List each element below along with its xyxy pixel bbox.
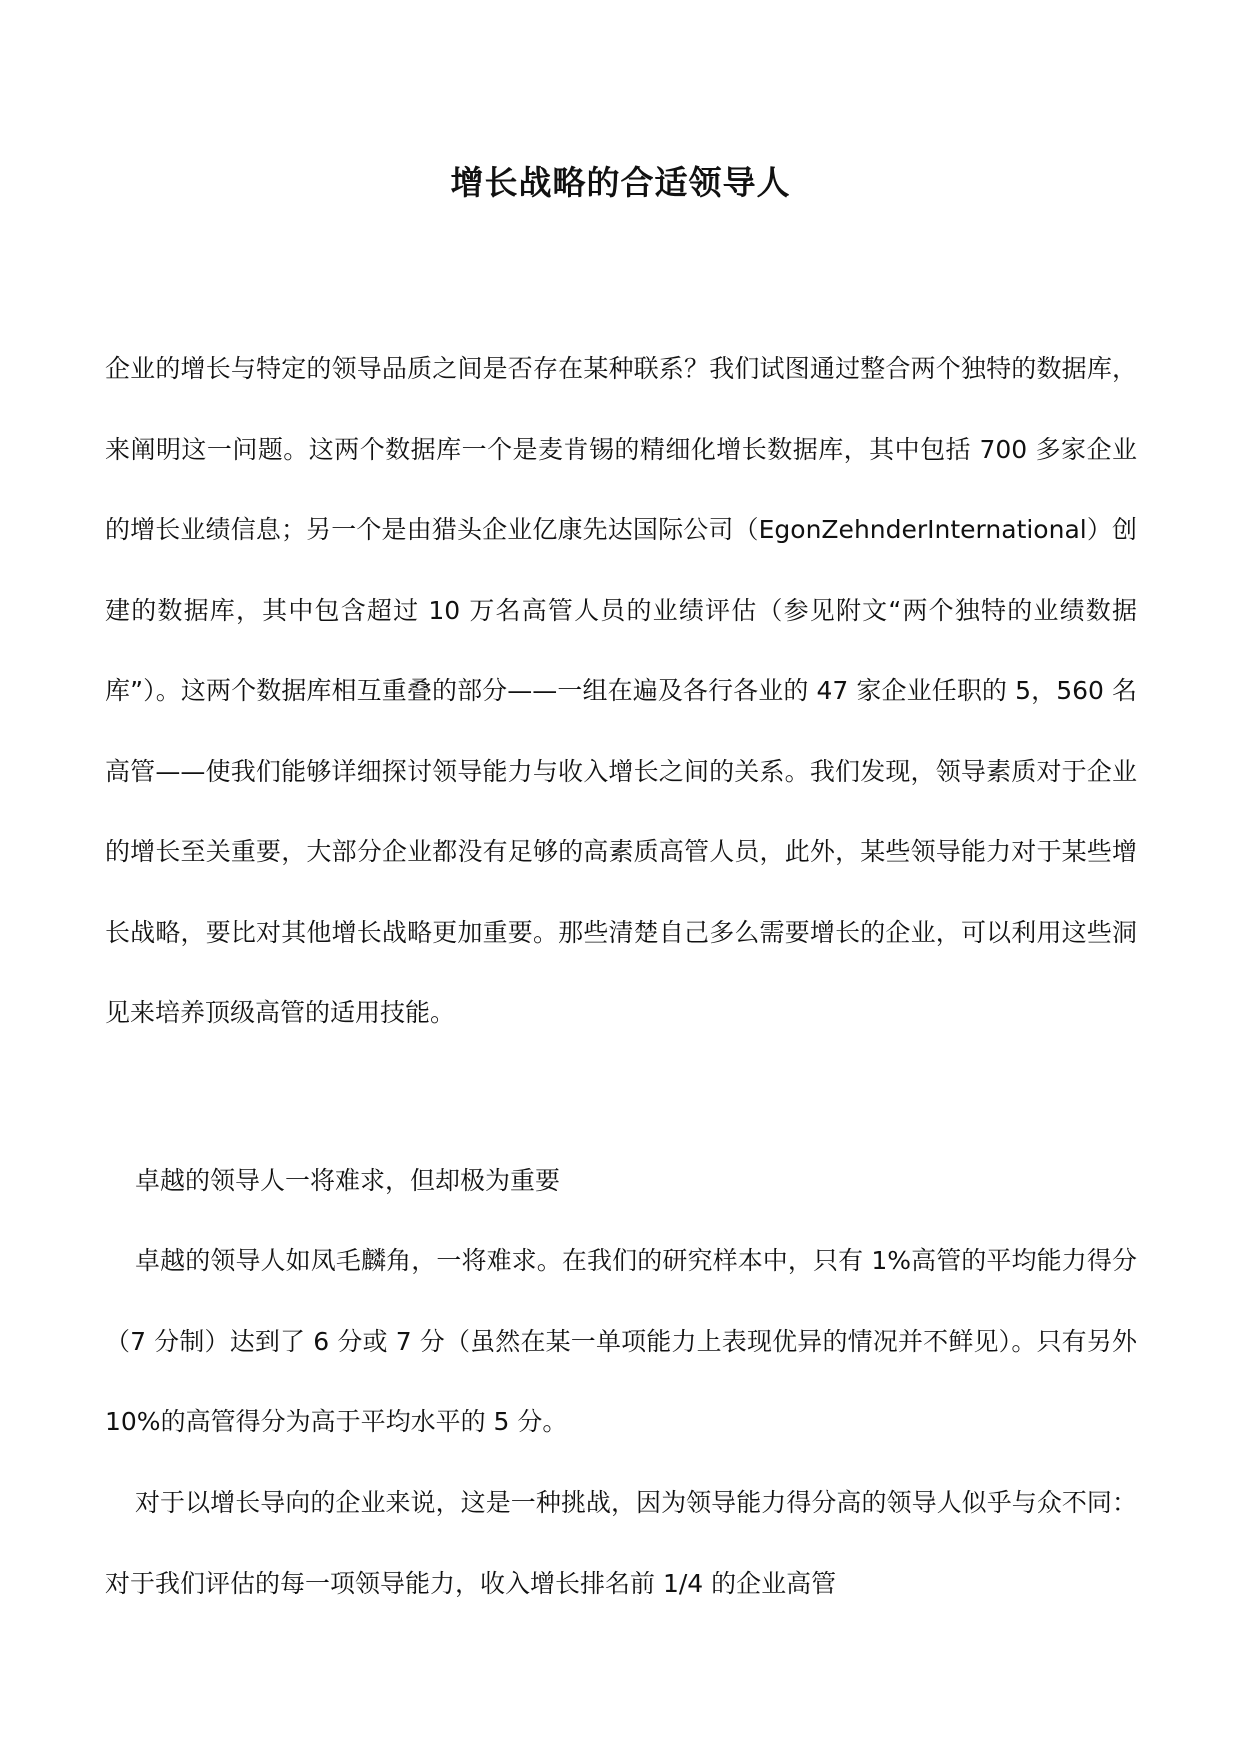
section-heading: 卓越的领导人一将难求，但却极为重要 — [135, 1166, 561, 1195]
document-title: 增长战略的合适领导人 — [450, 163, 791, 202]
paragraph-rare-leaders: 卓越的领导人如凤毛麟角，一将难求。在我们的研究样本中，只有 1%高管的平均能力得分（7 分制）达到了 6 分或 7 分（虽然在某一单项能力上表现优异的情况并不鲜见）。只有另外 10%的高管得分为高于平均水平的 5 分。 — [105, 1246, 1137, 1436]
paragraph-intro: 企业的增长与特定的领导品质之间是否存在某种联系？我们试图通过整合两个独特的数据库，来阐明这一问题。这两个数据库一个是麦肯锡的精细化增长数据库，其中包括 700 多家企业的增长业绩信息；另一个是由猎头企业亿康先达国际公司（EgonZehnderInternational）创建的数据库，其中包含超过 10 万名高管人员的业绩评估（参见附文“两个独特的业绩数据库”）。这两个数据库相互重叠的部分——一组在遍及各行各业的 47 家企业任职的 5，560 名高管——使我们能够详细探讨领导能力与收入增长之间的关系。我们发现，领导素质对于企业的增长至关重要，大部分企业都没有足够的高素质高管人员，此外，某些领导能力对于某些增长战略，要比对其他增长战略更加重要。那些清楚自己多么需要增长的企业，可以利用这些洞见来培养顶级高管的适用技能。 — [105, 354, 1137, 1027]
paragraph-growth-challenge: 对于以增长导向的企业来说，这是一种挑战，因为领导能力得分高的领导人似乎与众不同：对于我们评估的每一项领导能力，收入增长排名前 1/4 的企业高管 — [105, 1488, 1137, 1598]
